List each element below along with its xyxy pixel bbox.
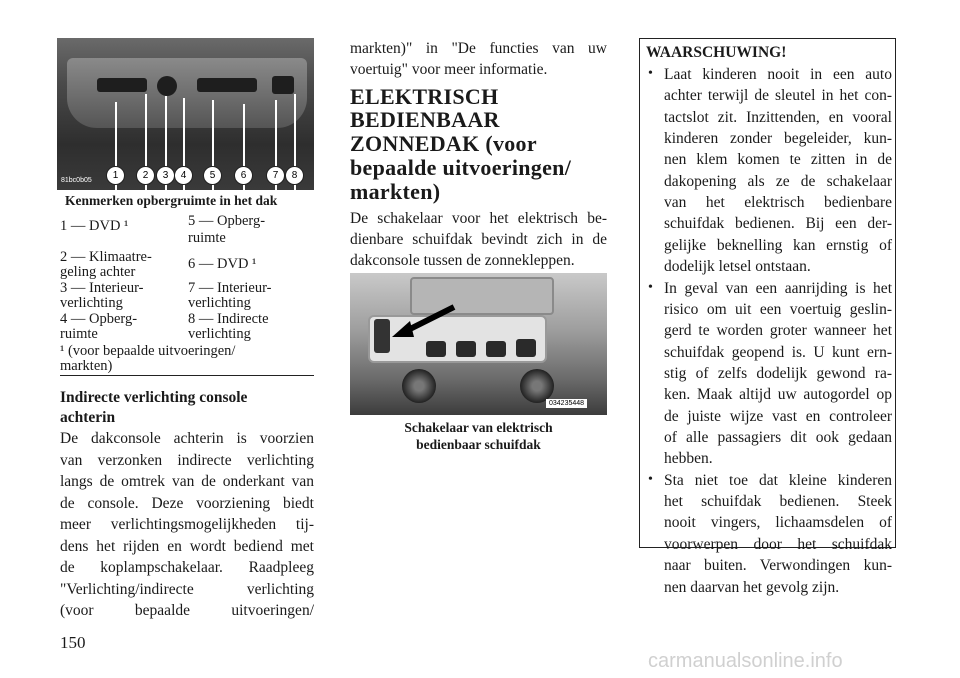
warning-line: of alle passagiers dit ook gedaan	[664, 429, 892, 446]
button-4	[516, 339, 536, 357]
table-footnote: markten)	[60, 358, 113, 374]
warning-title: WAARSCHUWING!	[646, 44, 787, 61]
warning-line: dakopening als ze de schakelaar	[664, 173, 892, 190]
paragraph-line: dienbare schuifdak bevindt zich in de	[350, 231, 607, 248]
button-2	[456, 341, 476, 357]
console-lamp	[272, 76, 294, 94]
warning-line: nooit vingers, lichaamsdelen of	[664, 514, 892, 531]
warning-line: schuifdak geopend is. U kunt ern-	[664, 344, 892, 361]
table-cell: ruimte	[188, 230, 226, 246]
table-cell: 7 — Interieur-	[188, 280, 272, 296]
warning-line: Laat kinderen nooit in een auto	[664, 66, 892, 83]
lamp-right	[520, 369, 554, 403]
table-cell: verlichting	[60, 295, 123, 311]
warning-line: dodelijk letsel ontstaan.	[664, 258, 811, 275]
callout-3: 3	[156, 166, 175, 185]
warning-line: ken. Maak altijd uw autogordel op	[664, 386, 892, 403]
warning-line: het schuifdak bedienen. Steek	[664, 493, 892, 510]
warning-line: tactslot zit. Inzittenden, en vooral	[664, 109, 892, 126]
subheading: achterin	[60, 409, 116, 426]
warning-line: kinderen zonder begeleider, kun-	[664, 130, 892, 147]
table-cell: ruimte	[60, 326, 98, 342]
callout-8: 8	[285, 166, 304, 185]
paragraph-line: van verzonken indirecte verlichting	[60, 452, 314, 469]
warning-line: schuifdak bedienen. Bij een der-	[664, 215, 892, 232]
table-cell: 2 — Klimaatre-	[60, 249, 152, 265]
table-cell: 6 — DVD ¹	[188, 256, 257, 272]
warning-line: nen daarvan het gevolg zijn.	[664, 579, 840, 596]
console-slot	[197, 78, 257, 92]
paragraph-line: de koplampschakelaar. Raadpleeg	[60, 559, 314, 576]
figure-id: 81bc0b05	[61, 177, 92, 184]
paragraph-line: de console. Deze voorziening biedt	[60, 495, 314, 512]
warning-line: In geval van een aanrijding is het	[664, 280, 892, 297]
section-heading: bepaalde uitvoeringen/	[350, 155, 572, 180]
figure-id: 034235448	[546, 399, 587, 408]
bullet-icon: •	[648, 472, 653, 487]
figure-caption: bedienbaar schuifdak	[416, 437, 541, 452]
sunroof-switch-figure	[350, 273, 607, 415]
console-knob	[157, 76, 177, 96]
warning-line: de juiste wijze vast en controleer	[664, 408, 892, 425]
overhead-console-graphic	[67, 58, 307, 128]
table-cell: 1 — DVD ¹	[60, 218, 129, 234]
paragraph-line: dens het rijden en wordt bediend met	[60, 538, 314, 555]
warning-line: nen klem komen te zitten in de	[664, 151, 892, 168]
paragraph-line: voertuig" voor meer informatie.	[350, 61, 548, 78]
bullet-icon: •	[648, 280, 653, 295]
table-cell: verlichting	[188, 326, 251, 342]
watermark: carmanualsonline.info	[648, 650, 843, 672]
table-cell: verlichting	[188, 295, 251, 311]
callout-5: 5	[203, 166, 222, 185]
paragraph-line: langs de omtrek van de onderkant van	[60, 473, 314, 490]
warning-line: gelijke beknelling kan ernstig of	[664, 237, 892, 254]
table-cell: 4 — Opberg-	[60, 311, 138, 327]
section-heading: BEDIENBAAR	[350, 107, 500, 132]
figure-caption: Kenmerken opbergruimte in het dak	[65, 193, 278, 208]
paragraph-line: meer verlichtingsmogelijkheden tij-	[60, 516, 314, 533]
table-cell: 8 — Indirecte	[188, 311, 269, 327]
paragraph-line: (voor bepaalde uitvoeringen/	[60, 602, 314, 619]
table-cell: geling achter	[60, 264, 136, 280]
table-rule	[60, 375, 314, 376]
paragraph-line: De dakconsole achterin is voorzien	[60, 430, 314, 447]
warning-line: voorwerpen door het schuifdak	[664, 536, 892, 553]
button-1	[426, 341, 446, 357]
warning-line: stig of zelfs dodelijk gewond ra-	[664, 365, 892, 382]
bullet-icon: •	[648, 66, 653, 81]
paragraph-line: De schakelaar voor het elektrisch be-	[350, 210, 607, 227]
callout-7: 7	[266, 166, 285, 185]
warning-line: naar buiten. Verwondingen kun-	[664, 557, 892, 574]
warning-line: achter terwijl de sleutel in het con-	[664, 87, 892, 104]
arrow-icon	[388, 301, 458, 341]
paragraph-line: markten)" in "De functies van uw	[350, 40, 607, 57]
warning-line: gerd te worden groter wanneer het	[664, 322, 892, 339]
warning-line: hebben.	[664, 450, 713, 467]
warning-line: risico om uit een voertuig geslin-	[664, 301, 892, 318]
paragraph-line: dakconsole tussen de zonnekleppen.	[350, 252, 575, 269]
page-number: 150	[60, 633, 86, 652]
button-3	[486, 341, 506, 357]
callout-4: 4	[174, 166, 193, 185]
paragraph-line: "Verlichting/indirecte verlichting	[60, 581, 314, 598]
figure-caption: Schakelaar van elektrisch	[404, 420, 553, 435]
warning-line: Sta niet toe dat kleine kinderen	[664, 472, 892, 489]
section-heading: ELEKTRISCH	[350, 84, 499, 109]
table-cell: 3 — Interieur-	[60, 280, 144, 296]
section-heading: markten)	[350, 179, 441, 204]
callout-1: 1	[106, 166, 125, 185]
subheading: Indirecte verlichting console	[60, 389, 248, 406]
callout-6: 6	[234, 166, 253, 185]
warning-line: van het elektrisch bedienbare	[664, 194, 892, 211]
table-footnote: ¹ (voor bepaalde uitvoeringen/	[60, 343, 236, 359]
table-cell: 5 — Opberg-	[188, 213, 266, 229]
callout-2: 2	[136, 166, 155, 185]
console-slot	[97, 78, 147, 92]
roof-storage-figure	[57, 38, 314, 190]
lamp-left	[402, 369, 436, 403]
section-heading: ZONNEDAK (voor	[350, 131, 537, 156]
